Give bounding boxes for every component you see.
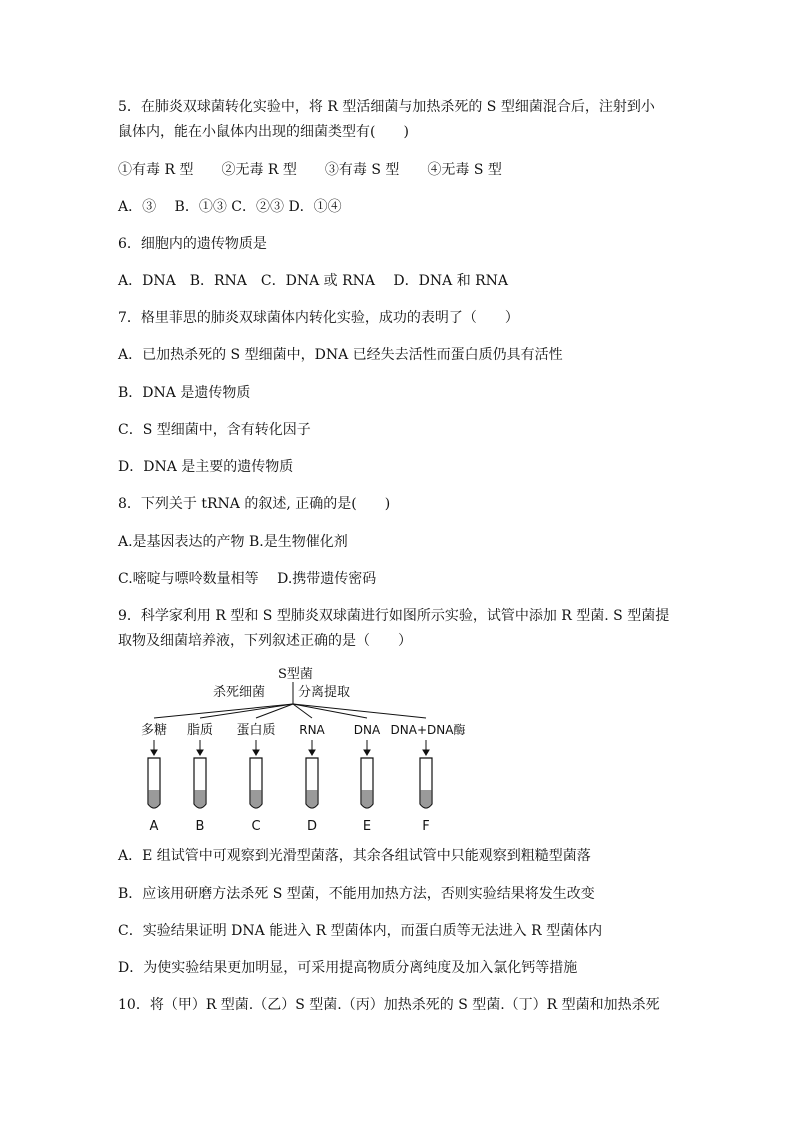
q10-stem-line1: 10．将（甲）R 型菌.（乙）S 型菌.（丙）加热杀死的 S 型菌.（丁）R 型菌和加热杀死 — [118, 997, 660, 1013]
tube-label-b: B — [195, 819, 205, 834]
q6-options: A．DNA B．RNA C．DNA 或 RNA D．DNA 和 RNA — [118, 273, 509, 289]
q7-option-c: C．S 型细菌中，含有转化因子 — [118, 422, 311, 438]
experiment-diagram — [118, 660, 538, 840]
q8-stem: 8．下列关于 tRNA 的叙述, 正确的是( ) — [118, 496, 391, 512]
tube-label-d: D — [306, 819, 318, 834]
q7-option-d: D．DNA 是主要的遗传物质 — [118, 459, 294, 475]
q9-option-d: D．为使实验结果更加明显，可采用提高物质分离纯度及加入氯化钙等措施 — [118, 960, 578, 976]
q8-options-cd: C.嘧啶与嘌呤数量相等 D.携带遗传密码 — [118, 571, 377, 587]
q6-stem: 6．细胞内的遗传物质是 — [118, 236, 267, 252]
q9-stem-line1: 9．科学家利用 R 型和 S 型肺炎双球菌进行如图所示实验，试管中添加 R 型菌. S 型菌提 — [118, 608, 670, 624]
substance-label-2: 脂质 — [186, 723, 214, 738]
test-tube-c — [250, 758, 262, 808]
q9-option-c: C．实验结果证明 DNA 能进入 R 型菌体内，而蛋白质等无法进入 R 型菌体内 — [118, 923, 603, 939]
q5-options: A．③ B．①③ C．②③ D．①④ — [118, 199, 342, 215]
test-tube-d — [306, 758, 318, 808]
tube-label-e: E — [362, 819, 372, 834]
tube-label-a: A — [149, 819, 159, 834]
diagram-down-arrows — [151, 740, 429, 755]
test-tube-e — [361, 758, 373, 808]
test-tube-f — [420, 758, 432, 808]
q5-stem-line1: 5．在肺炎双球菌转化实验中，将 R 型活细菌与加热杀死的 S 型细菌混合后，注射到小 — [118, 99, 655, 115]
substance-label-5: DNA — [353, 723, 381, 737]
q9-option-b: B．应该用研磨方法杀死 S 型菌，不能用加热方法，否则实验结果将发生改变 — [118, 886, 595, 902]
substance-label-3: 蛋白质 — [236, 723, 276, 738]
substance-label-1: 多糖 — [140, 723, 168, 738]
substance-label-6: DNA+DNA酶 — [390, 723, 466, 737]
tube-label-f: F — [422, 819, 430, 834]
diagram-left-label: 杀死细菌 — [213, 685, 266, 700]
q7-stem: 7．格里菲思的肺炎双球菌体内转化实验，成功的表明了（ ） — [118, 310, 519, 326]
q8-options-ab: A.是基因表达的产物 B.是生物催化剂 — [118, 534, 348, 550]
q7-option-b: B．DNA 是遗传物质 — [118, 385, 251, 401]
q9-stem-line2: 取物及细菌培养液，下列叙述正确的是（ ） — [118, 633, 412, 649]
q7-option-a: A．已加热杀死的 S 型细菌中，DNA 已经失去活性而蛋白质仍具有活性 — [118, 347, 563, 363]
q9-option-a: A．E 组试管中可观察到光滑型菌落，其余各组试管中只能观察到粗糙型菌落 — [118, 848, 591, 864]
test-tubes — [148, 758, 432, 808]
tube-label-c: C — [251, 819, 261, 834]
diagram-right-label: 分离提取 — [298, 685, 351, 700]
diagram-branches — [154, 704, 426, 718]
test-tube-b — [194, 758, 206, 808]
substance-label-4: RNA — [299, 723, 325, 737]
q5-items: ①有毒 R 型 ②无毒 R 型 ③有毒 S 型 ④无毒 S 型 — [118, 162, 502, 178]
q5-stem-line2: 鼠体内，能在小鼠体内出现的细菌类型有( ) — [118, 124, 409, 140]
diagram-top-label: S型菌 — [278, 667, 313, 682]
test-tube-a — [148, 758, 160, 808]
